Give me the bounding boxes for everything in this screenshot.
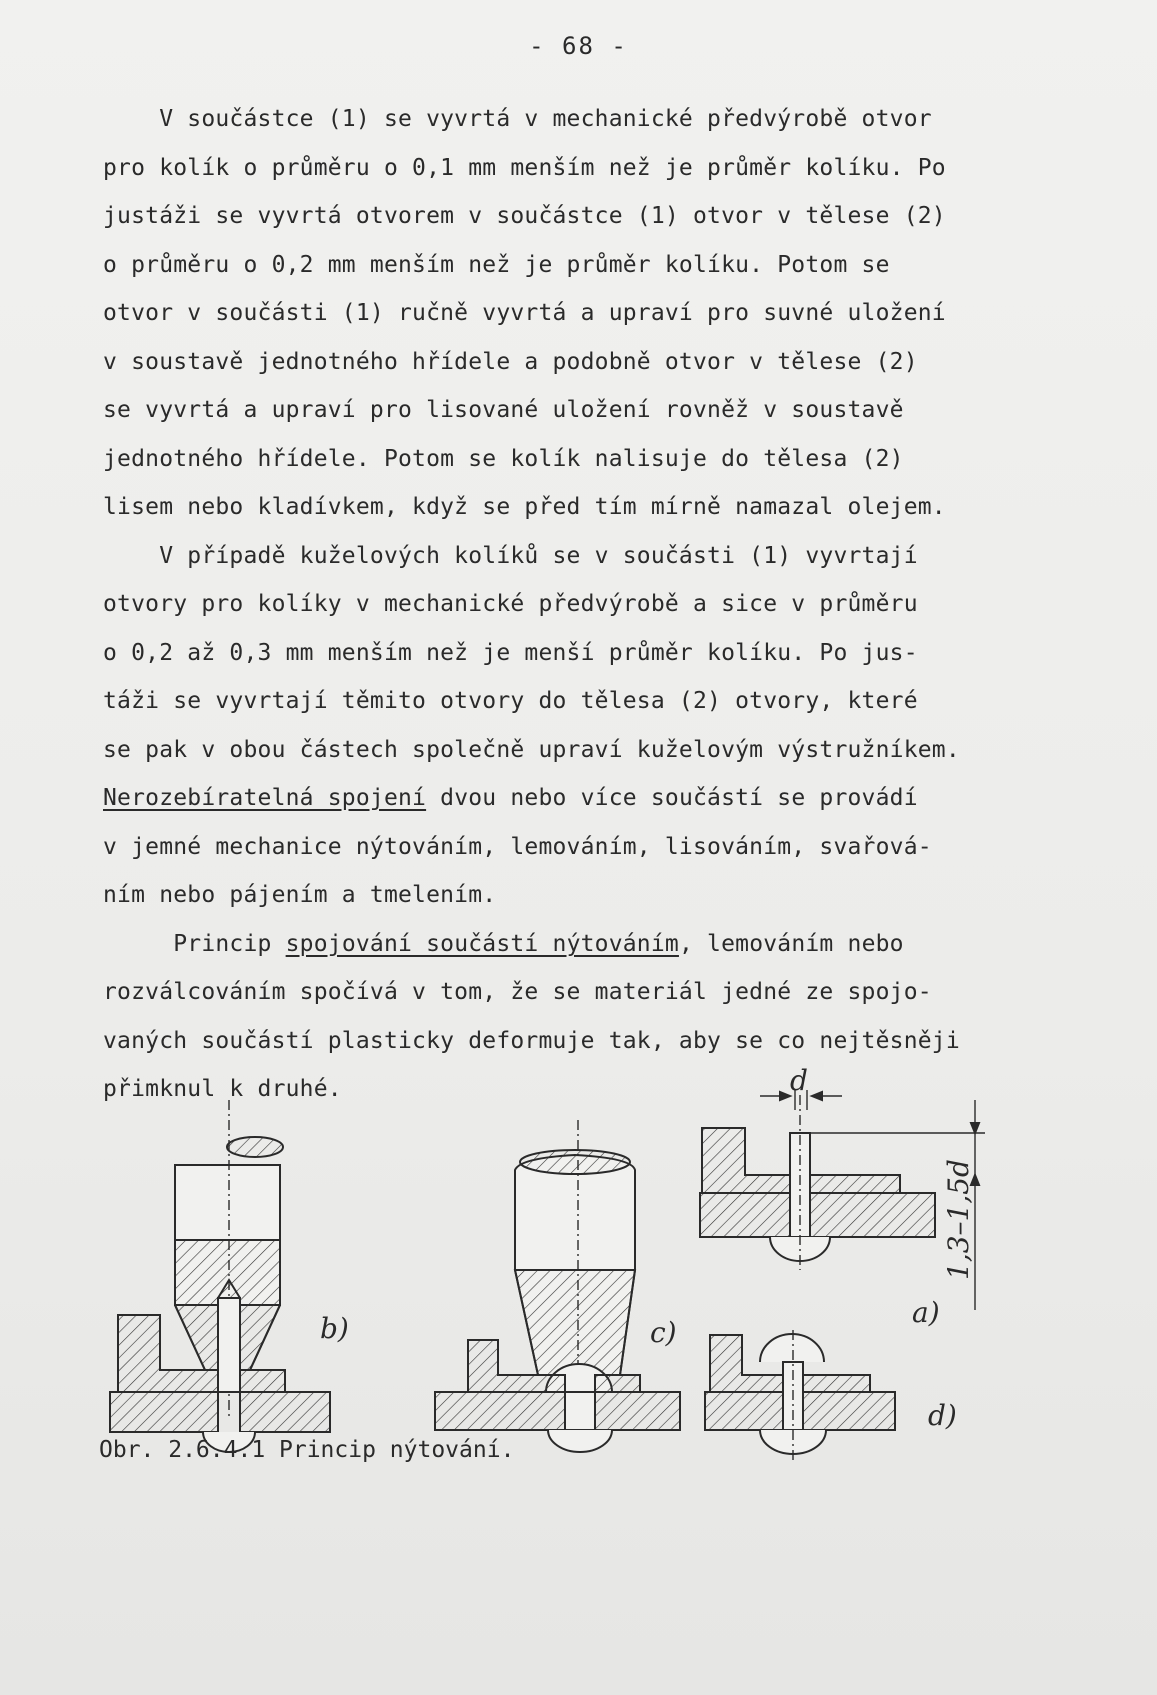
underlined-term: spojování součástí nýtováním — [285, 931, 679, 957]
label-a: a) — [912, 1296, 940, 1329]
text-line: pro kolík o průměru o 0,1 mm menším než je průměr kolíku. Po — [103, 155, 946, 181]
diagram-c — [435, 1120, 680, 1452]
text-line: Nerozebíratelná spojení dvou nebo více součástí se provádí — [103, 785, 918, 811]
text-line: otvor v součásti (1) ručně vyvrtá a upraví pro suvné uložení — [103, 300, 946, 326]
text-line: přimknul k druhé. — [103, 1076, 342, 1102]
text-line: táži se vyvrtají těmito otvory do tělesa (2) otvory, které — [103, 688, 918, 714]
label-d: d) — [928, 1399, 957, 1432]
page-number: - 68 - — [529, 32, 628, 60]
text-line: jednotného hřídele. Potom se kolík nalisuje do tělesa (2) — [103, 446, 904, 472]
underlined-term: Nerozebíratelná spojení — [103, 785, 427, 811]
text-line: se pak v obou částech společně upraví kuželovým výstružníkem. — [103, 737, 960, 763]
text-line: o průměru o 0,2 mm menším než je průměr kolíku. Potom se — [103, 252, 890, 278]
diagram-d — [705, 1330, 895, 1460]
text-line: Princip spojování součástí nýtováním, lemováním nebo — [103, 931, 904, 957]
dimension-d-label: d — [790, 1064, 808, 1097]
text-line: V případě kuželových kolíků se v součásti (1) vyvrtají — [103, 543, 918, 569]
text-line: vaných součástí plasticky deformuje tak, aby se co nejtěsněji — [103, 1028, 960, 1054]
text-line: V součástce (1) se vyvrtá v mechanické předvýrobě otvor — [103, 106, 932, 132]
text-line: se vyvrtá a upraví pro lisované uložení rovněž v soustavě — [103, 397, 904, 423]
text-line: o 0,2 až 0,3 mm menším než je menší průměr kolíku. Po jus- — [103, 640, 918, 666]
dimension-range-label: 1,3–1,5d — [942, 1159, 975, 1280]
text-line: otvory pro kolíky v mechanické předvýrobě a sice v průměru — [103, 591, 918, 617]
diagram-b — [110, 1100, 330, 1452]
text-line: ním nebo pájením a tmelením. — [103, 882, 497, 908]
text-line: lisem nebo kladívkem, když se před tím mírně namazal olejem. — [103, 494, 946, 520]
figure-caption: Obr. 2.6.4.1 Princip nýtování. — [99, 1437, 515, 1463]
label-c: c) — [650, 1316, 677, 1349]
text-line: justáži se vyvrtá otvorem v součástce (1) otvor v tělese (2) — [103, 203, 946, 229]
label-b: b) — [320, 1312, 349, 1345]
text-line: v soustavě jednotného hřídele a podobně otvor v tělese (2) — [103, 349, 918, 375]
text-line: v jemné mechanice nýtováním, lemováním, lisováním, svařová- — [103, 834, 932, 860]
text-line: rozválcováním spočívá v tom, že se materiál jedné ze spojo- — [103, 979, 932, 1005]
